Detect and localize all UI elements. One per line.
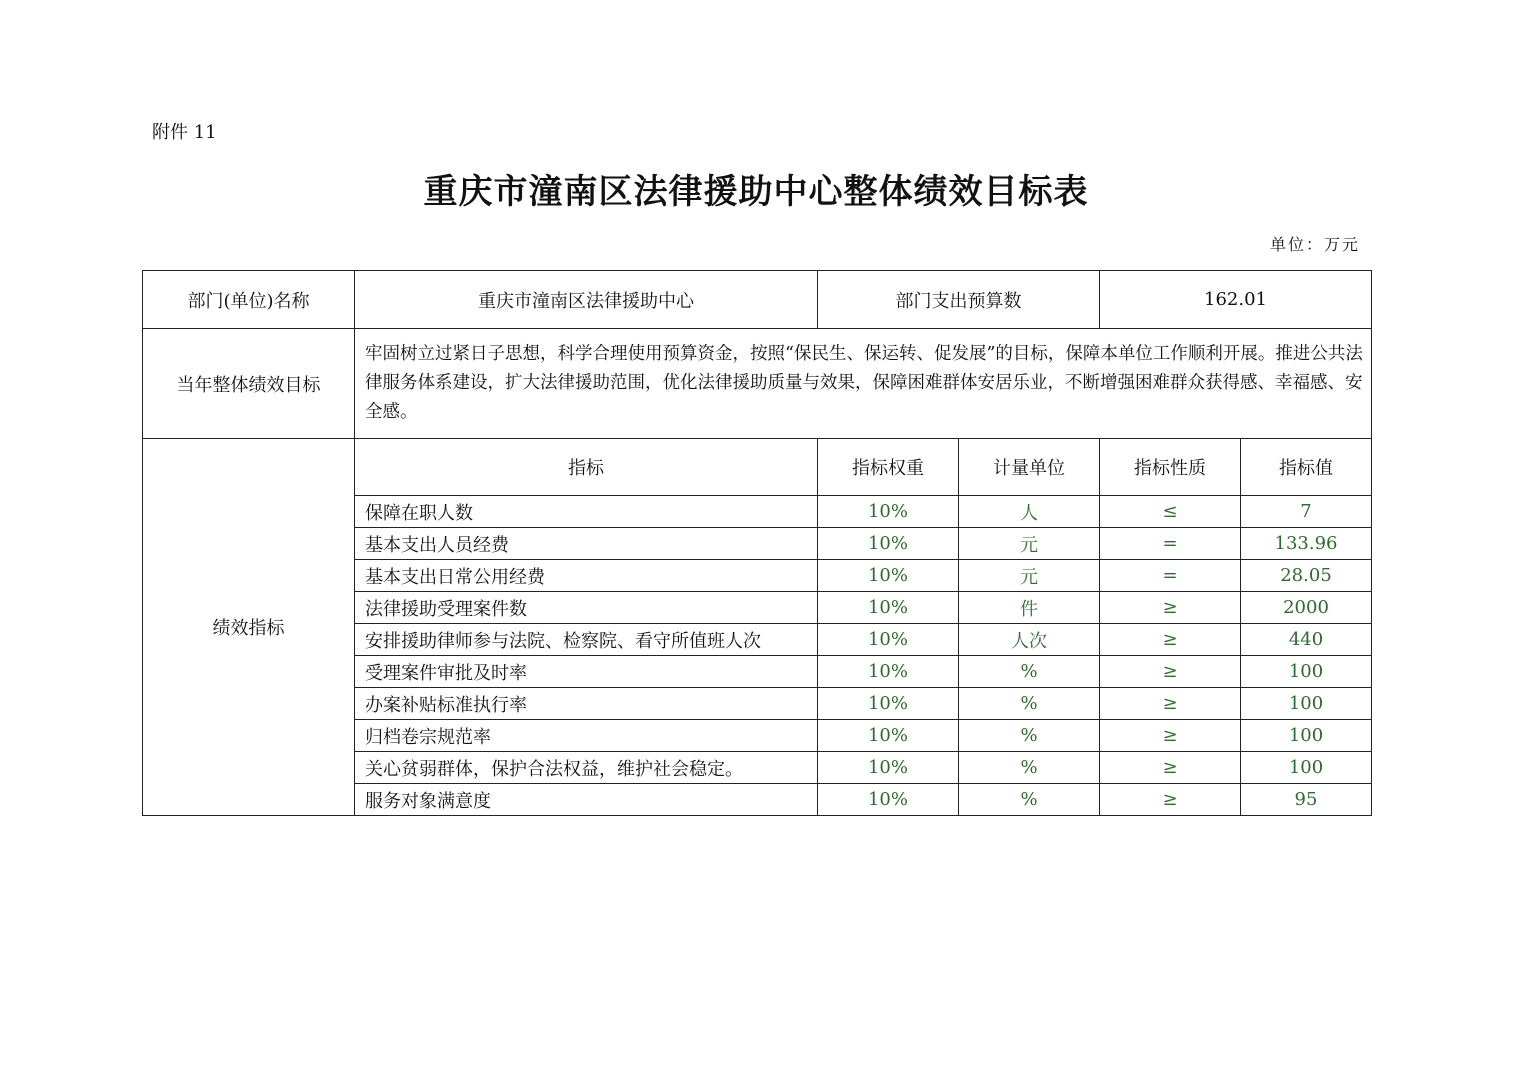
indicator-nature: ≥ [1100,784,1241,816]
indicator-weight: 10% [818,624,959,656]
indicator-weight: 10% [818,592,959,624]
indicator-name: 服务对象满意度 [355,784,818,816]
indicator-weight: 10% [818,720,959,752]
indicator-name: 基本支出人员经费 [355,528,818,560]
indicator-unit: 元 [959,528,1100,560]
indicator-value: 100 [1241,720,1372,752]
indicator-nature: ≥ [1100,752,1241,784]
indicator-weight: 10% [818,784,959,816]
indicator-name: 法律援助受理案件数 [355,592,818,624]
indicator-unit: 人 [959,496,1100,528]
indicator-weight: 10% [818,656,959,688]
indicator-value: 440 [1241,624,1372,656]
indicator-unit: 元 [959,560,1100,592]
indicator-value: 133.96 [1241,528,1372,560]
indicator-column-header-row [143,439,1372,496]
indicator-nature: ≥ [1100,592,1241,624]
indicator-value: 28.05 [1241,560,1372,592]
indicator-nature: = [1100,560,1241,592]
indicator-weight: 10% [818,496,959,528]
indicator-name: 归档卷宗规范率 [355,720,818,752]
indicator-weight: 10% [818,528,959,560]
indicator-name: 安排援助律师参与法院、检察院、看守所值班人次 [355,624,818,656]
indicator-unit: 件 [959,592,1100,624]
goal-text: 牢固树立过紧日子思想，科学合理使用预算资金，按照“保民生、保运转、促发展”的目标，保障本单位工作顺利开展。推进公共法律服务体系建设，扩大法律援助范围，优化法律援助质量与效果，保障困难群体安居乐业，不断增强困难群众获得感、幸福感、安全感。 [355,329,1372,439]
indicator-nature: ≥ [1100,688,1241,720]
budget-value: 162.01 [1100,271,1372,329]
goal-row [143,329,1372,439]
col-header-value: 指标值 [1241,439,1372,496]
indicator-unit: % [959,720,1100,752]
indicator-value: 95 [1241,784,1372,816]
indicator-name: 保障在职人数 [355,496,818,528]
indicator-unit: % [959,656,1100,688]
indicator-weight: 10% [818,688,959,720]
indicator-value: 100 [1241,656,1372,688]
indicator-name: 受理案件审批及时率 [355,656,818,688]
indicator-unit: 人次 [959,624,1100,656]
page-title: 重庆市潼南区法律援助中心整体绩效目标表 [423,172,1089,212]
indicator-nature: ≥ [1100,656,1241,688]
col-header-weight: 指标权重 [818,439,959,496]
col-header-unit: 计量单位 [959,439,1100,496]
indicator-value: 7 [1241,496,1372,528]
header-row [143,271,1372,329]
budget-label: 部门支出预算数 [818,271,1100,329]
indicator-unit: % [959,688,1100,720]
indicator-nature: ≥ [1100,720,1241,752]
indicator-nature: = [1100,528,1241,560]
indicator-weight: 10% [818,752,959,784]
col-header-indicator: 指标 [355,439,818,496]
indicator-value: 100 [1241,752,1372,784]
indicator-nature: ≤ [1100,496,1241,528]
indicator-value: 2000 [1241,592,1372,624]
indicator-name: 关心贫弱群体，保护合法权益，维护社会稳定。 [355,752,818,784]
attachment-label: 附件 11 [152,122,217,143]
col-header-nature: 指标性质 [1100,439,1241,496]
goal-label: 当年整体绩效目标 [143,329,355,439]
indicator-unit: % [959,752,1100,784]
indicator-nature: ≥ [1100,624,1241,656]
indicator-unit: % [959,784,1100,816]
performance-table [142,270,1372,816]
dept-label: 部门(单位)名称 [143,271,355,329]
unit-label: 单位：万元 [1269,235,1360,254]
indicators-section-label: 绩效指标 [143,439,355,816]
indicator-value: 100 [1241,688,1372,720]
dept-value: 重庆市潼南区法律援助中心 [355,271,818,329]
indicator-weight: 10% [818,560,959,592]
indicator-name: 办案补贴标准执行率 [355,688,818,720]
indicator-name: 基本支出日常公用经费 [355,560,818,592]
